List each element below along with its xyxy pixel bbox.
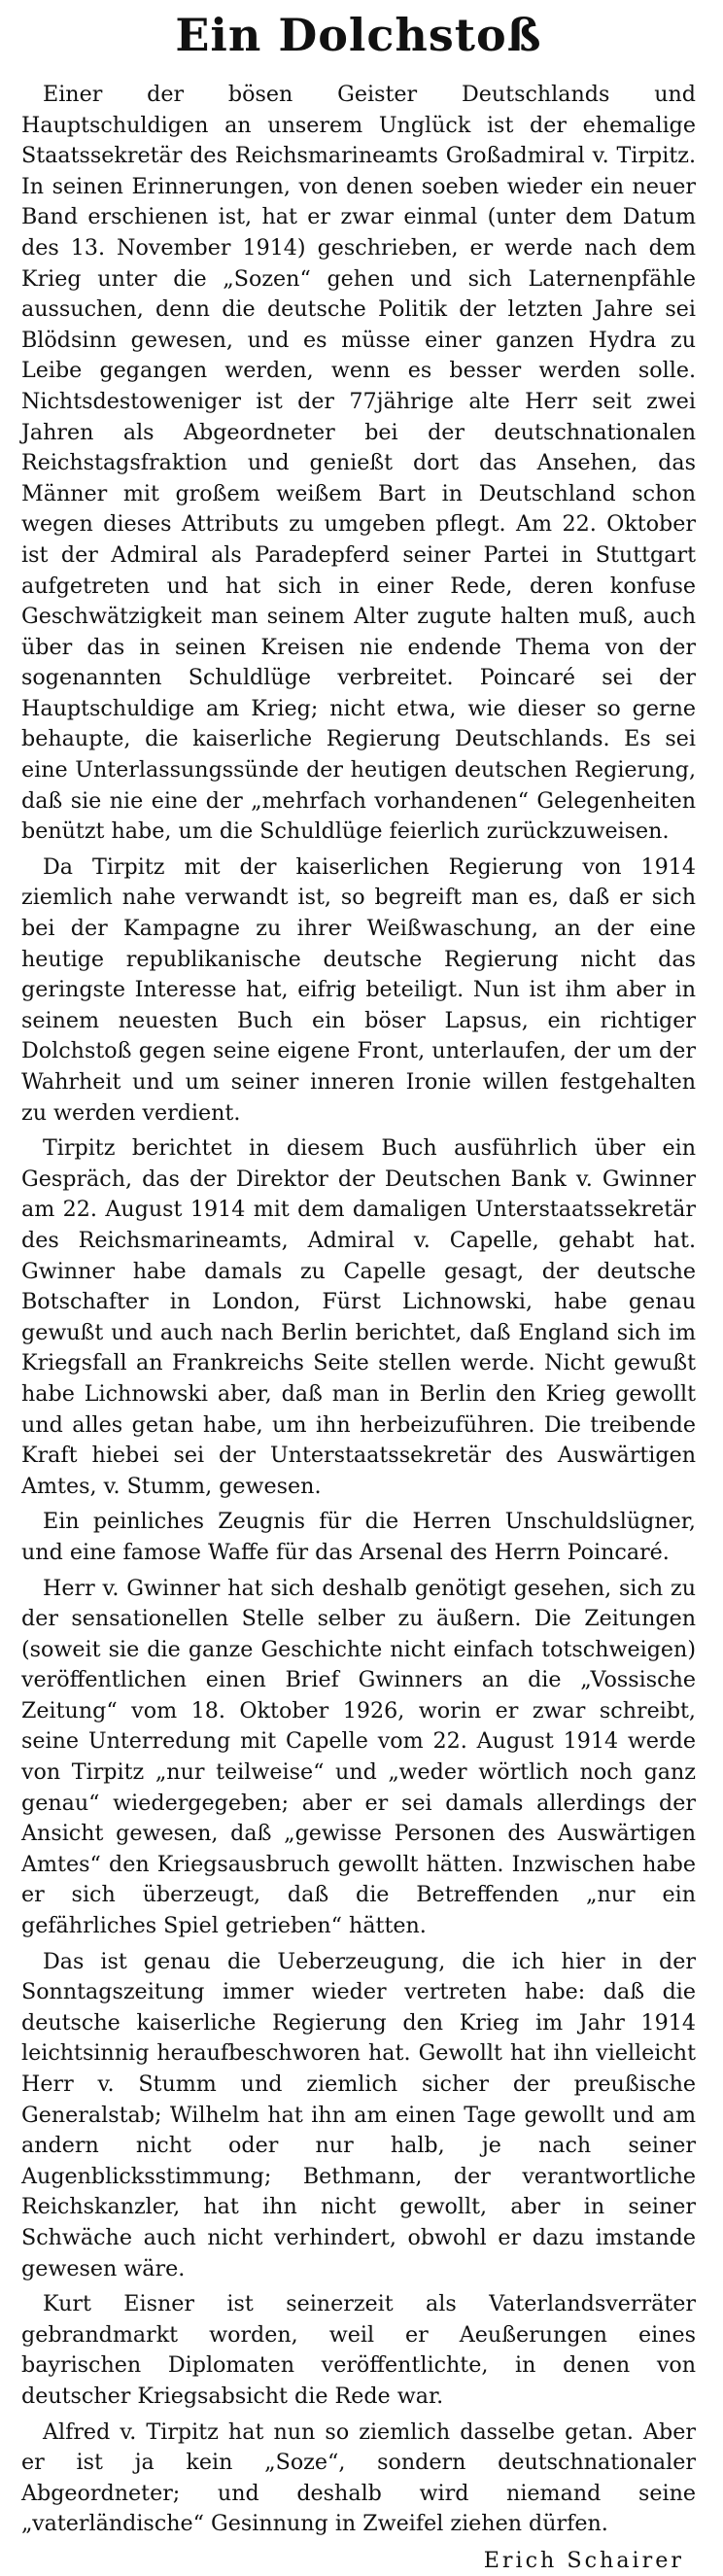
article-paragraph: Ein peinliches Zeugnis für die Herren Unschuldslügner, und eine famose Waffe für das Arsenal des Herrn Poincaré. (21, 1509, 696, 1565)
article-paragraph: Tirpitz berichtet in diesem Buch ausführlich über ein Gespräch, das der Direktor der Deutschen Bank v. Gwinner am 22. August 1914 mit dem damaligen Unterstaatssekretär des Reichsmarineamts, Admiral v. Capelle, gehabt hat. Gwinner habe damals zu Capelle gesagt, der deutsche Botschafter in London, Fürst Lichnowski, habe genau gewußt und auch nach Berlin berichtet, daß England sich im Kriegsfall an Frankreichs Seite stellen werde. Nicht gewußt habe Lichnowski aber, daß man in Berlin den Krieg gewollt und alles getan habe, um ihn herbeizuführen. Die treibende Kraft hiebei sei der Unterstaatssekretär des Auswärtigen Amtes, v. Stumm, gewesen. (21, 1135, 696, 1499)
article-paragraph: Alfred v. Tirpitz hat nun so ziemlich dasselbe getan. Aber er ist ja kein „Soze“, sondern deutschnationaler Abgeordneter; und deshalb wird niemand seine „vaterländische“ Gesinnung in Zweifel ziehen dürfen. (21, 2419, 696, 2537)
article-paragraph: Das ist genau die Ueberzeugung, die ich hier in der Sonntagszeitung immer wieder vertreten habe: daß die deutsche kaiserliche Regierung den Krieg im Jahr 1914 leichtsinnig heraufbeschworen hat. Gewollt hat ihn vielleicht Herr v. Stumm und ziemlich sicher der preußische Generalstab; Wilhelm hat ihn am einen Tage gewollt und am andern nicht oder nur halb, je nach seiner Augenblicksstimmung; Bethmann, der verantwortliche Reichskanzler, hat ihn nicht gewollt, aber in seiner Schwäche auch nicht verhindert, obwohl er dazu imstande gewesen wäre. (21, 1948, 696, 2281)
author-signature: Erich Schairer (483, 2547, 684, 2573)
article-body (21, 80, 696, 2540)
article-paragraph: Da Tirpitz mit der kaiserlichen Regierung von 1914 ziemlich nahe verwandt ist, so begreift man es, daß er sich bei der Kampagne zu ihrer Weißwaschung, an der eine heutige republikanische deutsche Regierung nicht das geringste Interesse hat, eifrig beteiligt. Nun ist ihm aber in seinem neuesten Buch ein böser Lapsus, ein richtiger Dolchstoß gegen seine eigene Front, unterlaufen, der um der Wahrheit und um seiner inneren Ironie willen festgehalten zu werden verdient. (21, 853, 696, 1126)
article-paragraph: Herr v. Gwinner hat sich deshalb genötigt gesehen, sich zu der sensationellen Stelle selber zu äußern. Die Zeitungen (soweit sie die ganze Geschichte nicht einfach totschweigen) veröffentlichen einen Brief Gwinners an die „Vossische Zeitung“ vom 18. Oktober 1926, worin er zwar schreibt, seine Unterredung mit Capelle vom 22. August 1914 werde von Tirpitz „nur teilweise“ und „weder wörtlich noch ganz genau“ wiedergegeben; aber er sei damals allerdings der Ansicht gewesen, daß „gewisse Personen des Auswärtigen Amtes“ den Kriegsausbruch gewollt hätten. Inzwischen habe er sich überzeugt, daß die Betreffenden „nur ein gefährliches Spiel getrieben“ hätten. (21, 1575, 696, 1939)
article-paragraph: Einer der bösen Geister Deutschlands und Hauptschuldigen an unserem Unglück ist der ehemalige Staatssekretär des Reichsmarineamts Großadmiral v. Tirpitz. In seinen Erinnerungen, von denen soeben wieder ein neuer Band erschienen ist, hat er zwar einmal (unter dem Datum des 13. November 1914) geschrieben, er werde nach dem Krieg unter die „Sozen“ gehen und sich Laternenpfähle aussuchen, denn die deutsche Politik der letzten Jahre sei Blödsinn gewesen, und es müsse einer ganzen Hydra zu Leibe gegangen werden, wenn es besser werden solle. Nichtsdestoweniger ist der 77jährige alte Herr seit zwei Jahren als Abgeordneter bei der deutschnationalen Reichstagsfraktion und genießt dort das Ansehen, das Männer mit großem weißem Bart in Deutschland schon wegen dieses Attributs zu umgeben pflegt. Am 22. Oktober ist der Admiral als Paradepferd seiner Partei in Stuttgart aufgetreten und hat sich in einer Rede, deren konfuse Geschwätzigkeit man seinem Alter zugute halten muß, auch über das in seinen Kreisen nie endende Thema von der sogenannten Schuldlüge verbreitet. Poincaré sei der Hauptschuldige am Krieg; nicht etwa, wie dieser so gerne behaupte, die kaiserliche Regierung Deutschlands. Es sei eine Unterlassungssünde der heutigen deutschen Regierung, daß sie nie eine der „mehrfach vorhandenen“ Gelegenheiten benützt habe, um die Schuldlüge feierlich zurückzuweisen. (21, 82, 696, 845)
article-headline: Ein Dolchstoß (175, 9, 542, 61)
article-paragraph: Kurt Eisner ist seinerzeit als Vaterlandsverräter gebrandmarkt worden, weil er Aeußerungen eines bayrischen Diplomaten veröffentlichte, in denen von deutscher Kriegsabsicht die Rede war. (21, 2291, 696, 2409)
